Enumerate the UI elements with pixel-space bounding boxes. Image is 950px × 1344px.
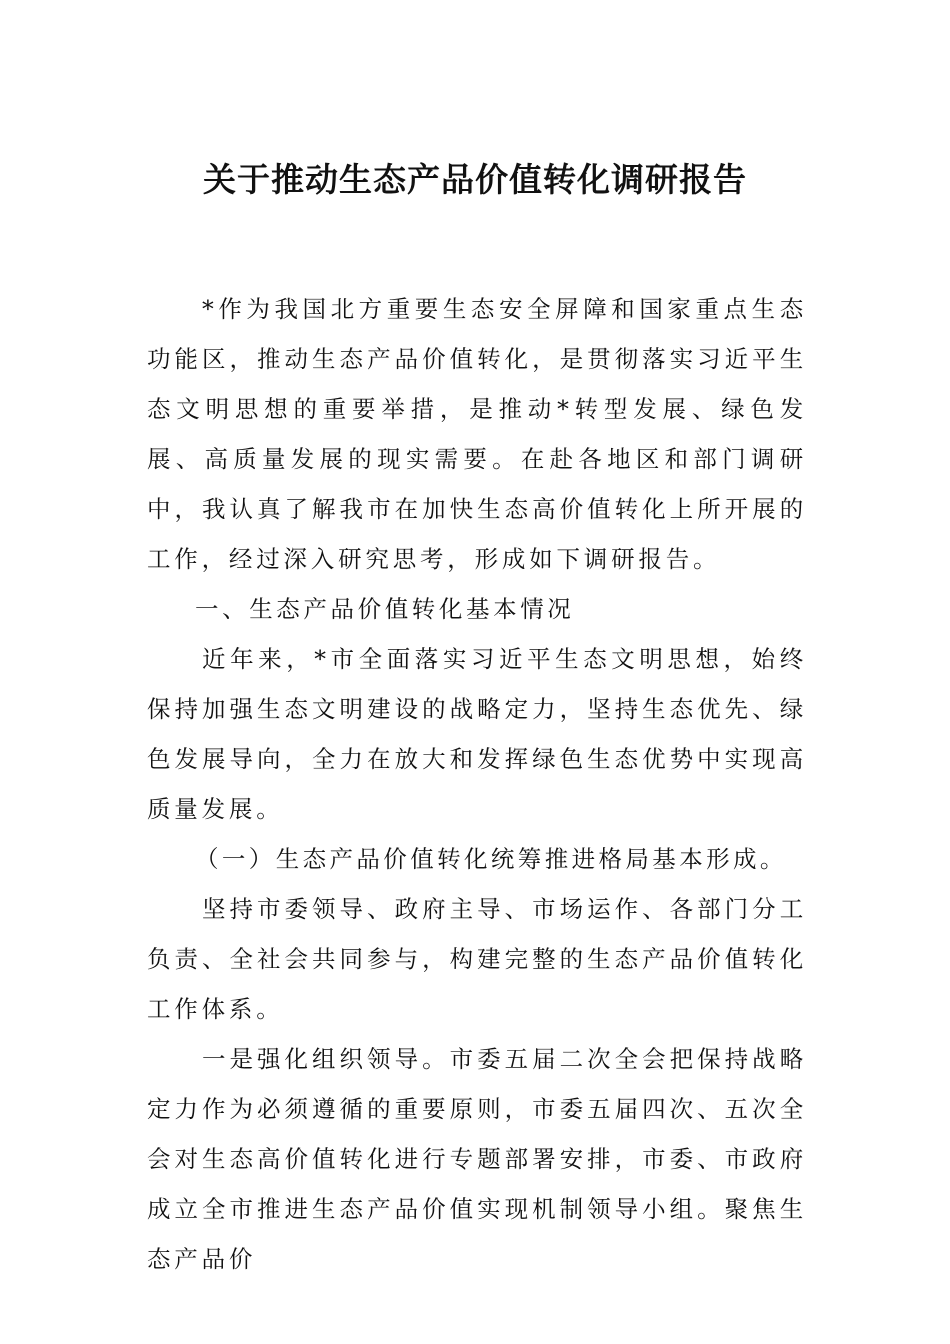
document-title: 关于推动生态产品价值转化调研报告 — [203, 160, 747, 199]
section-heading-1: 一、生态产品价值转化基本情况 — [195, 595, 575, 623]
subsection-heading-1: （一）生态产品价值转化统筹推进格局基本形成。 — [195, 845, 787, 873]
intro-paragraph: *作为我国北方重要生态安全屏障和国家重点生态功能区，推动生态产品价值转化，是贯彻落实习近平生态文明思想的重要举措，是推动*转型发展、绿色发展、高质量发展的现实需要。在赴各地区和部门调研中，我认真了解我市在加快生态高价值转化上所开展的工作，经过深入研究思考，形成如下调研报告。 — [147, 295, 807, 573]
document-body — [147, 284, 807, 1284]
subsection-1-point-1: 一是强化组织领导。市委五届二次全会把保持战略定力作为必须遵循的重要原则，市委五届四次、五次全会对生态高价值转化进行专题部署安排，市委、市政府成立全市推进生态产品价值实现机制领导小组。聚焦生态产品价 — [147, 1045, 807, 1273]
section-1-paragraph: 近年来，*市全面落实习近平生态文明思想，始终保持加强生态文明建设的战略定力，坚持生态优先、绿色发展导向，全力在放大和发挥绿色生态优势中实现高质量发展。 — [147, 645, 807, 823]
subsection-1-paragraph: 坚持市委领导、政府主导、市场运作、各部门分工负责、全社会共同参与，构建完整的生态产品价值转化工作体系。 — [147, 895, 807, 1023]
